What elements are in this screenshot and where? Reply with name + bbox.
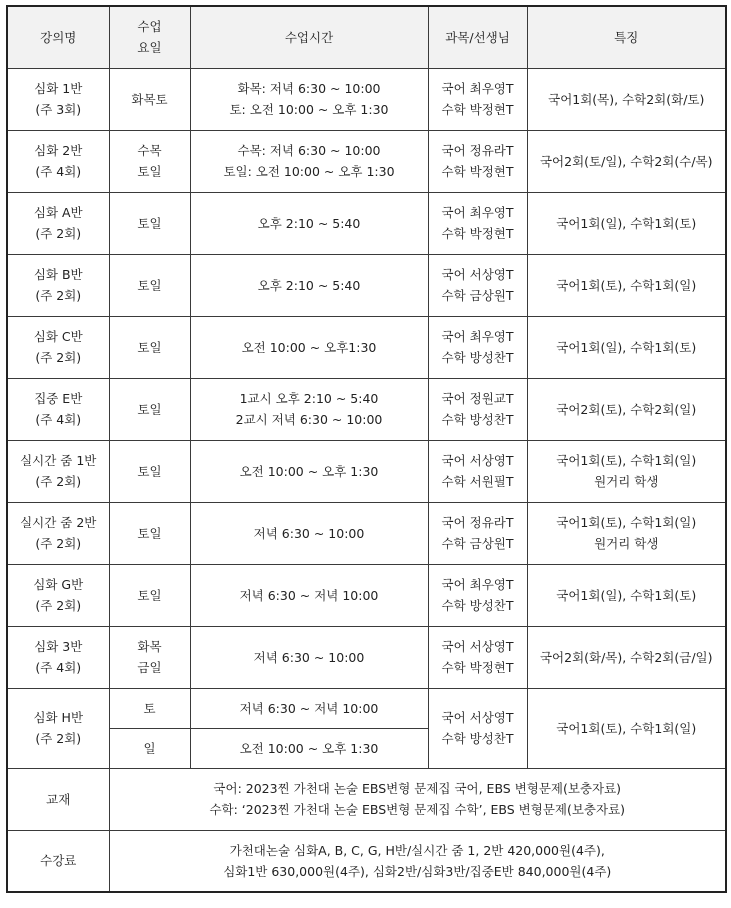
teacher-cell	[428, 68, 527, 130]
schedule-document	[6, 5, 727, 893]
schedule-row	[7, 378, 726, 440]
teacher-cell-line: 국어 정원교T	[441, 391, 514, 406]
class-day-cell	[109, 316, 190, 378]
course-name-cell	[7, 316, 109, 378]
schedule-row	[7, 68, 726, 130]
teacher-cell	[428, 378, 527, 440]
course-name-cell: 심화 H반 (주 2회)	[7, 688, 109, 768]
course-name-cell-line: 심화 3반	[34, 639, 83, 654]
header-class-time: 수업시간	[190, 6, 428, 68]
feature-cell-line: 원거리 학생	[594, 536, 659, 551]
class-time-cell-line: 1교시 오후 2:10 ~ 5:40	[239, 391, 379, 406]
teacher-cell-line: 국어 최우영T	[441, 577, 514, 592]
class-day-cell	[109, 68, 190, 130]
feature-cell-line: 국어1회(일), 수학1회(토)	[556, 587, 697, 603]
header-class-days: 수업 요일	[109, 6, 190, 68]
teacher-cell-line: 국어 최우영T	[441, 205, 514, 220]
teacher-cell-line: 국어 최우영T	[441, 329, 514, 344]
feature-cell	[527, 626, 726, 688]
textbook-content: 국어: 2023찐 가천대 논술 EBS변형 문제집 국어, EBS 변형문제(보충자료) 수학: ‘2023찐 가천대 논술 EBS변형 문제집 수학’, EBS 변형문제(보충자료)	[109, 768, 726, 830]
feature-cell	[527, 316, 726, 378]
course-name-cell-line: (주 3회)	[35, 102, 82, 117]
teacher-cell	[428, 502, 527, 564]
course-name-cell-line: (주 2회)	[35, 536, 82, 551]
feature-cell-line: 국어1회(목), 수학2회(화/토)	[548, 91, 705, 107]
course-name-cell	[7, 192, 109, 254]
class-day-cell-line: 토일	[137, 215, 162, 231]
class-time-cell-line: 저녁 6:30 ~ 10:00	[253, 649, 365, 665]
class-day-cell: 일	[109, 728, 190, 768]
teacher-cell	[428, 626, 527, 688]
feature-cell	[527, 378, 726, 440]
class-time-cell	[190, 68, 428, 130]
class-day-cell	[109, 254, 190, 316]
course-name-cell-line: (주 2회)	[35, 288, 82, 303]
fee-row	[7, 830, 726, 892]
class-day-cell: 토	[109, 688, 190, 728]
class-day-cell-line: 토일	[137, 587, 162, 603]
class-day-cell-line: 수목	[137, 143, 162, 158]
class-day-cell-line: 토일	[137, 164, 162, 179]
feature-cell	[527, 440, 726, 502]
teacher-cell-line: 수학 방성찬T	[441, 412, 514, 427]
course-name-cell-line: 심화 C반	[33, 329, 83, 344]
feature-cell-line: 국어1회(토), 수학1회(일)	[556, 515, 697, 530]
schedule-row	[7, 130, 726, 192]
course-name-cell-line: (주 2회)	[35, 474, 82, 489]
class-time-cell-line: 2교시 저녁 6:30 ~ 10:00	[235, 412, 383, 427]
class-day-cell	[109, 130, 190, 192]
teacher-cell-line: 수학 방성찬T	[441, 350, 514, 365]
course-name-cell	[7, 378, 109, 440]
teacher-cell	[428, 316, 527, 378]
teacher-cell-line: 국어 서상영T	[441, 267, 514, 282]
teacher-cell-line: 국어 서상영T	[441, 639, 514, 654]
teacher-cell-line: 국어 정유라T	[441, 515, 514, 530]
teacher-cell-line: 수학 금상원T	[441, 536, 514, 551]
course-name-cell	[7, 502, 109, 564]
fee-content: 가천대논술 심화A, B, C, G, H반/실시간 줌 1, 2반 420,000원(4주), 심화1반 630,000원(4주), 심화2반/심화3반/집중E반 840,000원(4주)	[109, 830, 726, 892]
class-day-cell-line: 토일	[137, 525, 162, 541]
feature-cell-line: 국어1회(일), 수학1회(토)	[556, 339, 697, 355]
course-name-cell-line: (주 4회)	[35, 164, 82, 179]
teacher-cell-line: 수학 박정현T	[441, 660, 514, 675]
teacher-cell	[428, 564, 527, 626]
class-time-cell	[190, 440, 428, 502]
schedule-row	[7, 626, 726, 688]
teacher-cell-line: 국어 서상영T	[441, 453, 514, 468]
class-day-cell-line: 토일	[137, 277, 162, 293]
class-time-cell-line: 오전 10:00 ~ 오후 1:30	[239, 463, 379, 479]
class-time-cell-line: 토: 오전 10:00 ~ 오후 1:30	[229, 102, 389, 117]
feature-cell-line: 국어1회(토), 수학1회(일)	[556, 277, 697, 293]
class-day-cell-line: 토일	[137, 463, 162, 479]
class-day-cell	[109, 192, 190, 254]
teacher-cell-line: 수학 박정현T	[441, 164, 514, 179]
class-time-cell-line: 수목: 저녁 6:30 ~ 10:00	[237, 143, 381, 158]
feature-cell-line: 국어2회(토/일), 수학2회(수/목)	[539, 153, 713, 169]
class-day-cell-line: 토일	[137, 339, 162, 355]
feature-cell-line: 국어2회(화/목), 수학2회(금/일)	[539, 649, 713, 665]
course-name-cell-line: 실시간 줌 2반	[20, 515, 97, 530]
course-name-cell-line: 심화 G반	[33, 577, 84, 592]
feature-cell-line: 원거리 학생	[594, 474, 659, 489]
course-name-cell	[7, 254, 109, 316]
class-day-cell	[109, 378, 190, 440]
course-name-cell	[7, 68, 109, 130]
feature-cell-line: 국어2회(토), 수학2회(일)	[556, 401, 697, 417]
class-time-cell	[190, 378, 428, 440]
course-name-cell	[7, 626, 109, 688]
class-time-cell: 오전 10:00 ~ 오후 1:30	[190, 728, 428, 768]
class-time-cell	[190, 130, 428, 192]
feature-cell	[527, 564, 726, 626]
course-name-cell	[7, 440, 109, 502]
feature-cell	[527, 68, 726, 130]
schedule-row	[7, 564, 726, 626]
course-name-cell-line: (주 2회)	[35, 226, 82, 241]
course-name-cell-line: 심화 2반	[34, 143, 83, 158]
class-time-cell	[190, 502, 428, 564]
schedule-row	[7, 254, 726, 316]
feature-cell	[527, 502, 726, 564]
class-time-cell-line: 화목: 저녁 6:30 ~ 10:00	[237, 81, 381, 96]
class-time-cell	[190, 316, 428, 378]
course-name-cell-line: 집중 E반	[34, 391, 83, 406]
schedule-row	[7, 502, 726, 564]
textbook-row	[7, 768, 726, 830]
class-time-cell-line: 오후 2:10 ~ 5:40	[257, 277, 361, 293]
class-schedule-table	[6, 5, 727, 893]
teacher-cell-line: 수학 금상원T	[441, 288, 514, 303]
feature-cell	[527, 192, 726, 254]
course-name-cell-line: (주 4회)	[35, 412, 82, 427]
schedule-body	[7, 68, 726, 688]
feature-cell-line: 국어1회(토), 수학1회(일)	[556, 453, 697, 468]
class-time-cell-line: 토일: 오전 10:00 ~ 오후 1:30	[223, 164, 395, 179]
class-time-cell: 저녁 6:30 ~ 저녁 10:00	[190, 688, 428, 728]
class-time-cell-line: 오전 10:00 ~ 오후1:30	[241, 339, 377, 355]
class-time-cell-line: 저녁 6:30 ~ 10:00	[253, 525, 365, 541]
teacher-cell-line: 수학 박정현T	[441, 226, 514, 241]
header-row	[7, 6, 726, 68]
class-time-cell-line: 오후 2:10 ~ 5:40	[257, 215, 361, 231]
teacher-cell	[428, 192, 527, 254]
teacher-cell	[428, 440, 527, 502]
class-day-cell	[109, 564, 190, 626]
course-name-cell-line: (주 2회)	[35, 598, 82, 613]
header-subject-teacher: 과목/선생님	[428, 6, 527, 68]
feature-cell: 국어1회(토), 수학1회(일)	[527, 688, 726, 768]
header-course-name: 강의명	[7, 6, 109, 68]
class-day-cell-line: 금일	[137, 660, 162, 675]
teacher-cell-line: 수학 박정현T	[441, 102, 514, 117]
class-time-cell	[190, 192, 428, 254]
class-day-cell-line: 토일	[137, 401, 162, 417]
class-time-cell	[190, 626, 428, 688]
teacher-cell-line: 수학 방성찬T	[441, 598, 514, 613]
header-features: 특징	[527, 6, 726, 68]
class-day-cell	[109, 626, 190, 688]
textbook-label: 교재	[7, 768, 109, 830]
course-name-cell-line: 심화 B반	[33, 267, 83, 282]
feature-cell	[527, 130, 726, 192]
teacher-cell: 국어 서상영T 수학 방성찬T	[428, 688, 527, 768]
class-time-cell	[190, 564, 428, 626]
class-time-cell-line: 저녁 6:30 ~ 저녁 10:00	[239, 587, 379, 603]
teacher-cell	[428, 130, 527, 192]
course-name-cell-line: 심화 A반	[33, 205, 83, 220]
course-name-cell-line: (주 2회)	[35, 350, 82, 365]
split-row-top	[7, 688, 726, 728]
course-name-cell-line: 심화 1반	[34, 81, 83, 96]
course-name-cell	[7, 564, 109, 626]
class-day-cell	[109, 502, 190, 564]
course-name-cell-line: 실시간 줌 1반	[20, 453, 97, 468]
schedule-row	[7, 192, 726, 254]
teacher-cell	[428, 254, 527, 316]
class-time-cell	[190, 254, 428, 316]
schedule-row	[7, 316, 726, 378]
schedule-footer	[7, 688, 726, 892]
class-day-cell-line: 화목	[137, 639, 162, 654]
feature-cell	[527, 254, 726, 316]
course-name-cell	[7, 130, 109, 192]
fee-label: 수강료	[7, 830, 109, 892]
teacher-cell-line: 국어 최우영T	[441, 81, 514, 96]
course-name-cell-line: (주 4회)	[35, 660, 82, 675]
class-day-cell-line: 화목토	[131, 91, 168, 107]
feature-cell-line: 국어1회(일), 수학1회(토)	[556, 215, 697, 231]
schedule-row	[7, 440, 726, 502]
teacher-cell-line: 수학 서원필T	[441, 474, 514, 489]
teacher-cell-line: 국어 정유라T	[441, 143, 514, 158]
class-day-cell	[109, 440, 190, 502]
